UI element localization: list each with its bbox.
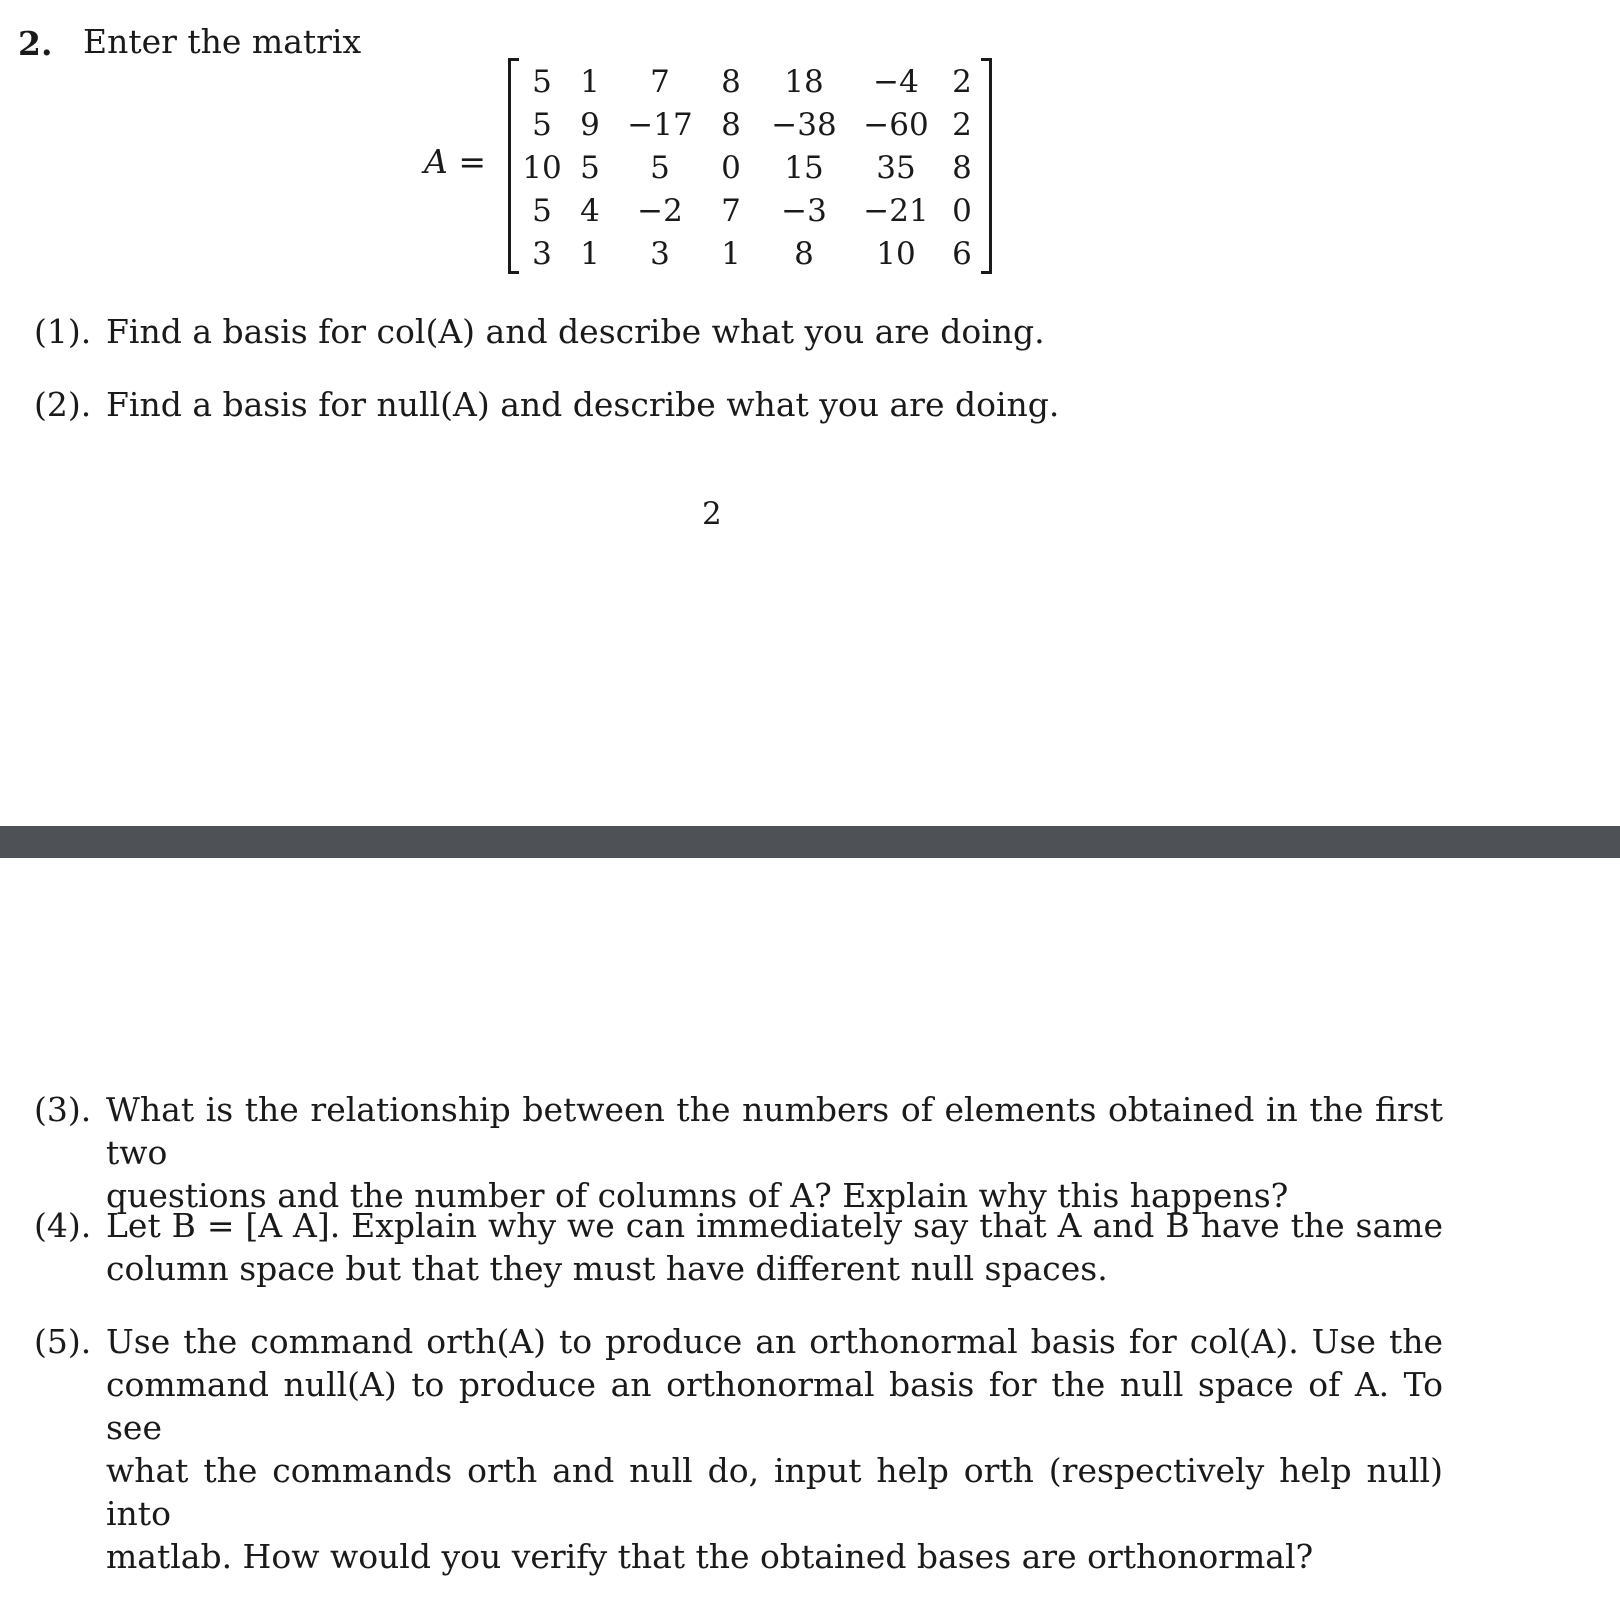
question-line: questions and the number of columns of A? Explain why this happens? xyxy=(106,1176,1289,1215)
equals-sign: = xyxy=(458,142,486,181)
problem-intro: Enter the matrix xyxy=(83,22,362,61)
matrix-cell: 7 xyxy=(650,63,670,100)
matrix-cell: −21 xyxy=(863,192,929,229)
matrix-cell: 8 xyxy=(721,106,741,143)
matrix-cell: 5 xyxy=(532,106,552,143)
matrix-name: A xyxy=(424,142,448,181)
matrix-cell: 4 xyxy=(580,192,600,229)
matrix-row xyxy=(521,60,981,103)
matrix-cell: 10 xyxy=(876,235,916,272)
matrix-cell: 2 xyxy=(952,63,972,100)
question-text xyxy=(106,1204,1443,1290)
matrix-cell: 5 xyxy=(650,149,670,186)
page-divider xyxy=(0,826,1620,858)
question-text: Find a basis for col(A) and describe what you are doing. xyxy=(106,312,1045,351)
matrix-cell: 7 xyxy=(721,192,741,229)
matrix-cell: 2 xyxy=(952,106,972,143)
matrix-cell: 0 xyxy=(952,192,972,229)
matrix-cell: 0 xyxy=(721,149,741,186)
matrix-cell: −17 xyxy=(627,106,693,143)
matrix-row xyxy=(521,232,981,275)
question-line: matlab. How would you verify that the obtained bases are orthonormal? xyxy=(106,1537,1314,1576)
question-text: Find a basis for null(A) and describe what you are doing. xyxy=(106,385,1060,424)
matrix-cell: 1 xyxy=(580,63,600,100)
matrix-cell: 8 xyxy=(721,63,741,100)
question-2 xyxy=(34,383,1414,426)
question-number: (1). xyxy=(34,312,92,351)
question-line: What is the relationship between the numbers of elements obtained in the first two xyxy=(106,1090,1443,1172)
matrix-cell: 6 xyxy=(952,235,972,272)
question-number: (5). xyxy=(34,1322,92,1361)
matrix-row xyxy=(521,103,981,146)
matrix-cell: 8 xyxy=(794,235,814,272)
question-line: Let B = [A A]. Explain why we can immediately say that A and B have the same xyxy=(106,1206,1443,1245)
question-number: (3). xyxy=(34,1090,92,1129)
matrix-cell: 15 xyxy=(784,149,824,186)
question-text xyxy=(106,1088,1443,1217)
matrix-cell: 5 xyxy=(580,149,600,186)
question-1 xyxy=(34,310,1414,353)
matrix-cell: −2 xyxy=(637,192,683,229)
matrix-cell: 8 xyxy=(952,149,972,186)
matrix-cell: 3 xyxy=(650,235,670,272)
question-number: (2). xyxy=(34,385,92,424)
page-number: 2 xyxy=(702,496,722,532)
matrix-right-bracket xyxy=(981,58,992,274)
matrix-cell: 10 xyxy=(522,149,562,186)
page-bottom xyxy=(0,858,1620,1620)
question-number: (4). xyxy=(34,1206,92,1245)
question-line: command null(A) to produce an orthonormal basis for the null space of A. To see xyxy=(106,1365,1443,1447)
matrix-cell: 5 xyxy=(532,63,552,100)
matrix-cell: 18 xyxy=(784,63,824,100)
matrix-left-bracket xyxy=(508,58,519,274)
matrix-cell: 3 xyxy=(532,235,552,272)
matrix-cell: −3 xyxy=(781,192,827,229)
matrix-cell: 1 xyxy=(580,235,600,272)
matrix-cell: −60 xyxy=(863,106,929,143)
matrix-cell: 9 xyxy=(580,106,600,143)
matrix-cell: 1 xyxy=(721,235,741,272)
matrix-row xyxy=(521,146,981,189)
matrix-label xyxy=(424,142,486,181)
question-line: what the commands orth and null do, input help orth (respectively help null) into xyxy=(106,1451,1443,1533)
matrix-cell: 35 xyxy=(876,149,916,186)
question-text xyxy=(106,1320,1443,1578)
matrix-a xyxy=(521,60,981,275)
matrix-cell: −38 xyxy=(771,106,837,143)
matrix-cell: −4 xyxy=(873,63,919,100)
question-line: Use the command orth(A) to produce an orthonormal basis for col(A). Use the xyxy=(106,1322,1443,1361)
matrix-cell: 5 xyxy=(532,192,552,229)
problem-number: 2. xyxy=(18,24,53,63)
matrix-row xyxy=(521,189,981,232)
question-line: column space but that they must have different null spaces. xyxy=(106,1249,1108,1288)
